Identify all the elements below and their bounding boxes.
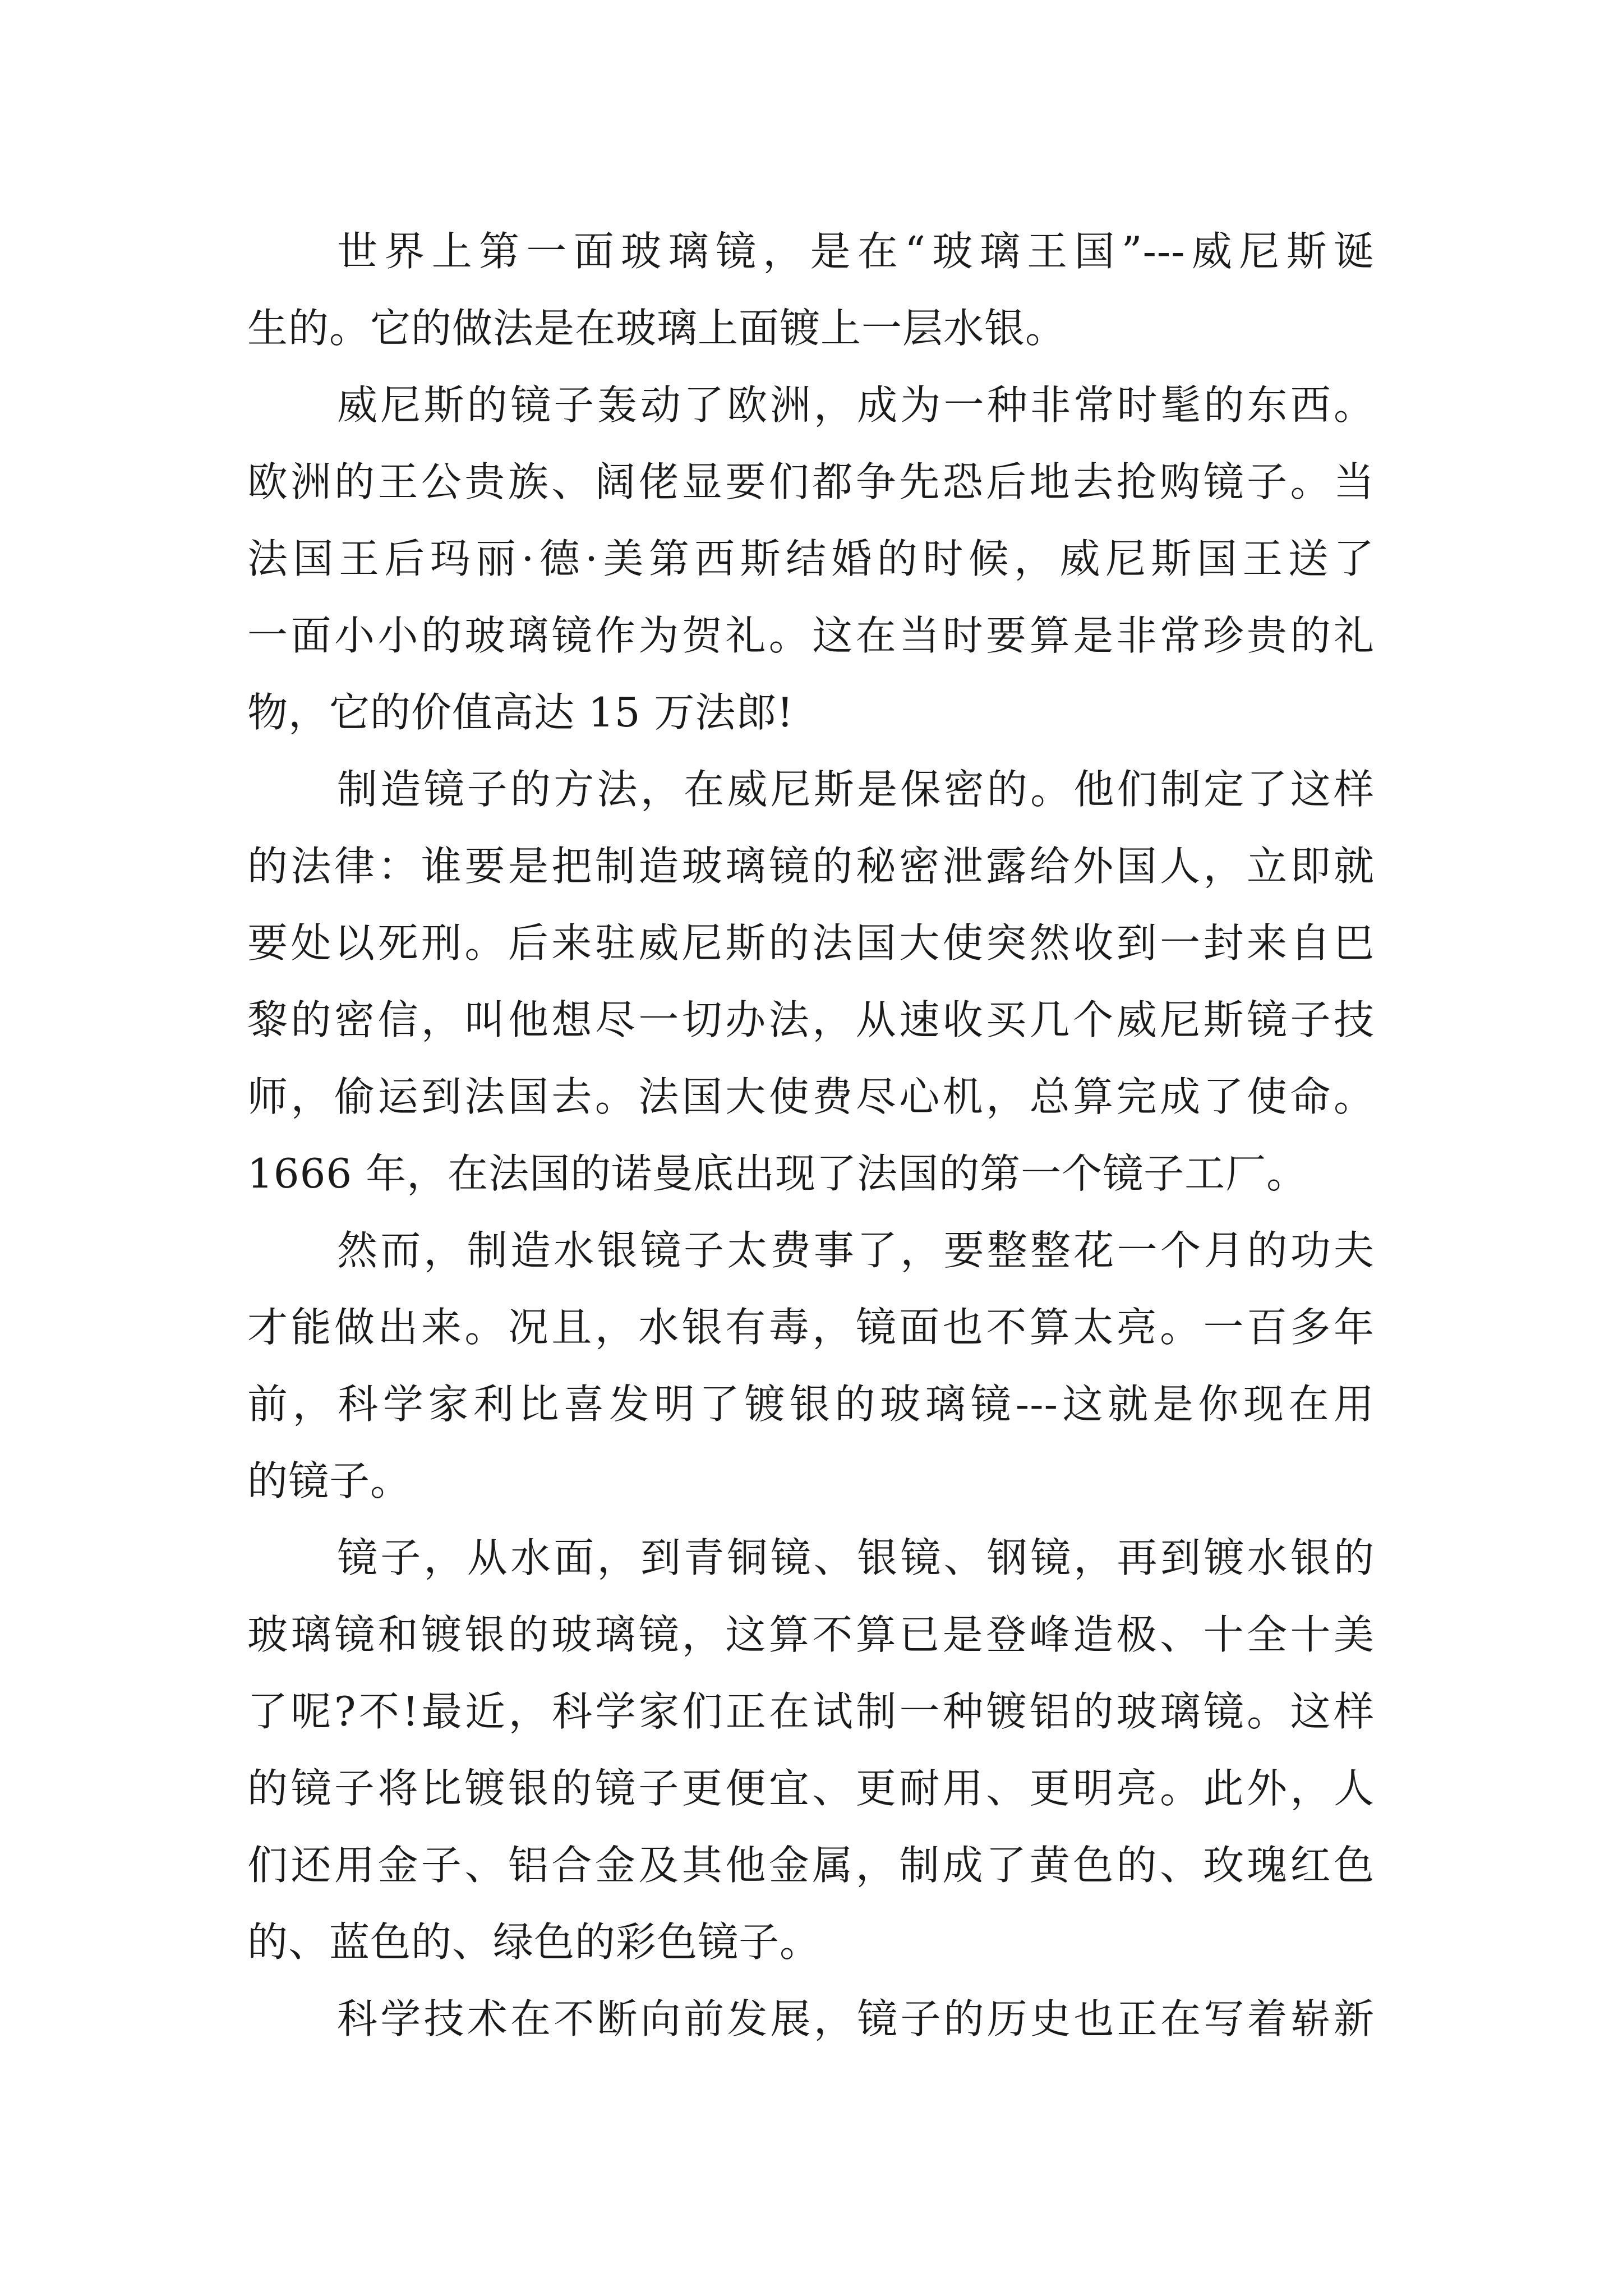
paragraph-first-line: 制造镜子的方法，在威尼斯是保密的。他们制定了这样 [337,766,1375,813]
text-line: 物，它的价值高达 15 万法郎! [247,689,794,736]
text-line: 了呢?不!最近，科学家们正在试制一种镀铝的玻璃镜。这样 [247,1688,1375,1735]
text-line: 们还用金子、铝合金及其他金属，制成了黄色的、玫瑰红色 [247,1842,1375,1889]
text-line: 玻璃镜和镀银的玻璃镜，这算不算已是登峰造极、十全十美 [247,1611,1375,1658]
text-line: 师，偷运到法国去。法国大使费尽心机，总算完成了使命。 [247,1073,1375,1120]
text-line: 的镜子将比镀银的镜子更便宜、更耐用、更明亮。此外，人 [247,1765,1375,1812]
text-line: 才能做出来。况且，水银有毒，镜面也不算太亮。一百多年 [247,1304,1375,1351]
paragraph-first-line: 威尼斯的镜子轰动了欧洲，成为一种非常时髦的东西。 [337,381,1375,429]
text-line: 的法律：谁要是把制造玻璃镜的秘密泄露给外国人，立即就 [247,843,1375,890]
text-line: 的镜子。 [247,1457,412,1504]
paragraph-first-line: 科学技术在不断向前发展，镜子的历史也正在写着崭新 [337,1995,1375,2042]
paragraph-first-line: 然而，制造水银镜子太费事了，要整整花一个月的功夫 [337,1227,1375,1274]
text-line: 法国王后玛丽·德·美第西斯结婚的时候，威尼斯国王送了 [247,535,1375,582]
text-line: 前，科学家利比喜发明了镀银的玻璃镜---这就是你现在用 [247,1381,1375,1428]
text-line: 一面小小的玻璃镜作为贺礼。这在当时要算是非常珍贵的礼 [247,612,1375,659]
text-line: 黎的密信，叫他想尽一切办法，从速收买几个威尼斯镜子技 [247,996,1375,1043]
text-line: 欧洲的王公贵族、阔佬显要们都争先恐后地去抢购镜子。当 [247,458,1375,505]
paragraph-first-line: 镜子，从水面，到青铜镜、银镜、钢镜，再到镀水银的 [337,1534,1375,1581]
text-line: 的、蓝色的、绿色的彩色镜子。 [247,1918,821,1966]
text-line: 要处以死刑。后来驻威尼斯的法国大使突然收到一封来自巴 [247,919,1375,967]
text-line: 生的。它的做法是在玻璃上面镀上一层水银。 [247,305,1067,352]
paragraph-first-line: 世界上第一面玻璃镜，是在“玻璃王国”---威尼斯诞 [337,228,1375,275]
document-body [247,213,1375,2058]
text-line: 1666 年，在法国的诺曼底出现了法国的第一个镜子工厂。 [247,1150,1308,1197]
